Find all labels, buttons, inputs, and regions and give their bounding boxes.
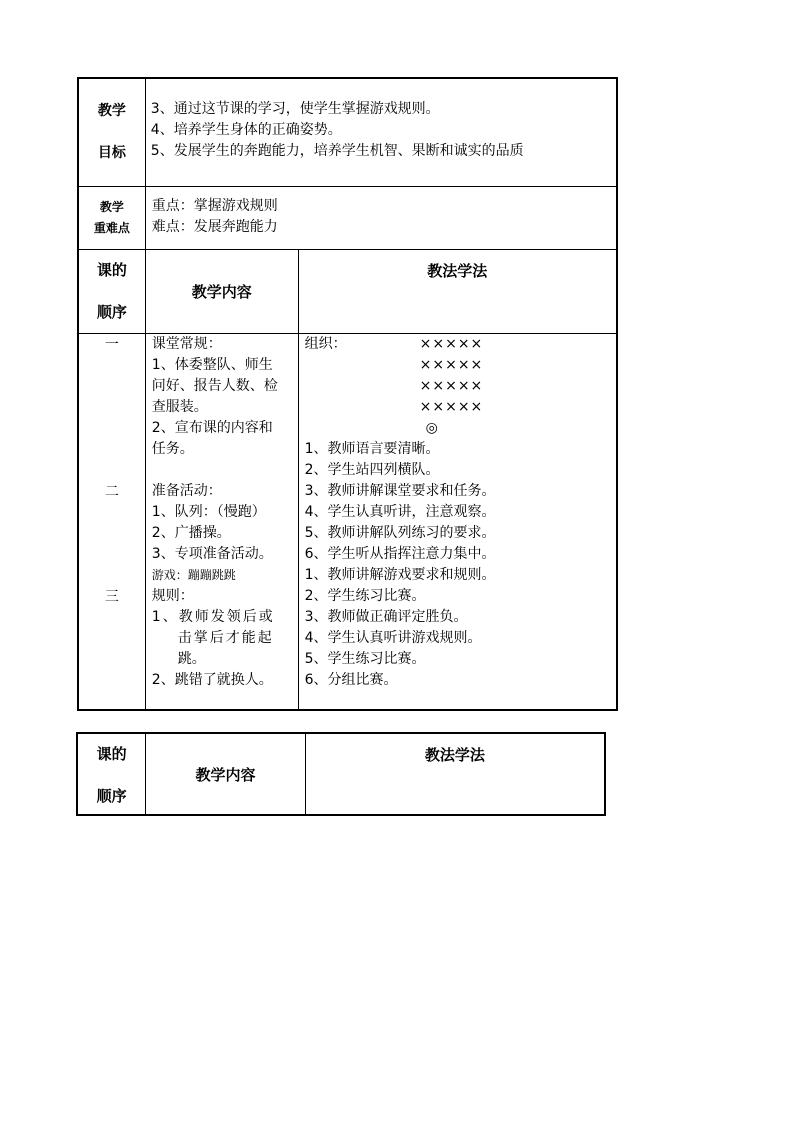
prep-title: 准备活动： <box>151 482 222 499</box>
routine-title: 课堂常规： <box>151 335 222 352</box>
content-header-cell: 教学内容 <box>145 249 298 333</box>
order-three: 三 <box>104 588 119 605</box>
routine-item: 任务。 <box>151 440 194 457</box>
order-one: 一 <box>104 336 119 353</box>
content-cell <box>145 333 298 710</box>
organization-label: 组织： <box>304 335 347 352</box>
method-step: 1、教师语言要清晰。 <box>304 440 440 457</box>
order-header-cell <box>78 249 145 333</box>
rules-title: 规则： <box>151 587 194 604</box>
objective-item: 5、发展学生的奔跑能力，培养学生机智、果断和诚实的品质 <box>150 143 524 159</box>
rule-item: 跳。 <box>177 650 206 667</box>
formation-row: ××××× <box>419 377 484 394</box>
objective-item: 3、通过这节课的学习，使学生掌握游戏规则。 <box>150 101 440 117</box>
method-header-cell-2: 教法学法 <box>305 733 605 815</box>
routine-item: 2、宣布课的内容和 <box>151 419 273 436</box>
order-cell <box>78 333 145 710</box>
order-header-line2: 顺序 <box>96 302 127 321</box>
objectives-label-line2: 目标 <box>97 145 126 161</box>
key-points-label-cell <box>78 186 145 249</box>
lesson-plan-header-table <box>76 732 606 816</box>
method-step: 6、学生听从指挥注意力集中。 <box>304 545 496 562</box>
formation-diagram <box>305 334 616 439</box>
formation-row: ××××× <box>419 356 484 373</box>
method-step: 3、教师讲解课堂要求和任务。 <box>304 482 496 499</box>
order-header-cell-2 <box>77 733 146 815</box>
method-step: 2、学生练习比赛。 <box>304 587 426 604</box>
focus-text: 重点：掌握游戏规则 <box>151 197 278 214</box>
routine-item: 问好、报告人数、检 <box>151 377 278 394</box>
rule-item: 1、教师发领后或 <box>151 608 275 625</box>
routine-item: 1、体委整队、师生 <box>151 356 273 373</box>
rule-item: 击掌后才能起 <box>177 629 274 646</box>
rule-item: 2、跳错了就换人。 <box>151 671 273 688</box>
method-header-cell: 教法学法 <box>298 249 617 333</box>
key-points-label-line1: 教学 <box>99 199 124 214</box>
order-header-line1: 课的 <box>96 745 127 763</box>
prep-item: 3、专项准备活动。 <box>151 545 273 562</box>
routine-item: 查服装。 <box>151 398 208 415</box>
method-step: 4、学生认真听讲，注意观察。 <box>304 503 496 520</box>
prep-item: 1、队列：（慢跑） <box>151 503 266 520</box>
teacher-position-mark: ◎ <box>425 419 439 436</box>
method-step: 5、学生练习比赛。 <box>304 650 426 667</box>
method-step: 2、学生站四列横队。 <box>304 461 440 478</box>
formation-row: ××××× <box>419 335 484 352</box>
method-cell <box>298 333 617 710</box>
order-header-line1: 课的 <box>96 260 127 279</box>
method-step: 1、教师讲解游戏要求和规则。 <box>304 566 496 583</box>
objectives-label-line1: 教学 <box>97 103 126 119</box>
difficulty-text: 难点：发展奔跑能力 <box>151 218 278 235</box>
order-two: 二 <box>104 483 119 500</box>
objectives-label-cell <box>78 78 145 186</box>
method-step: 4、学生认真听讲游戏规则。 <box>304 629 482 646</box>
prep-item: 2、广播操。 <box>151 524 231 541</box>
key-points-label-line2: 重难点 <box>93 220 130 235</box>
lesson-plan-table <box>77 77 618 711</box>
key-points-cell <box>145 186 617 249</box>
objective-item: 4、培养学生身体的正确姿势。 <box>150 122 342 138</box>
order-header-line2: 顺序 <box>96 787 127 805</box>
game-name: 游戏：蹦蹦跳跳 <box>151 567 236 582</box>
method-step: 5、教师讲解队列练习的要求。 <box>304 524 496 541</box>
formation-row: ××××× <box>419 398 484 415</box>
method-step: 6、分组比赛。 <box>304 671 398 688</box>
objectives-cell <box>145 78 617 186</box>
method-step: 3、教师做正确评定胜负。 <box>304 608 468 625</box>
content-header-cell-2: 教学内容 <box>146 733 305 815</box>
